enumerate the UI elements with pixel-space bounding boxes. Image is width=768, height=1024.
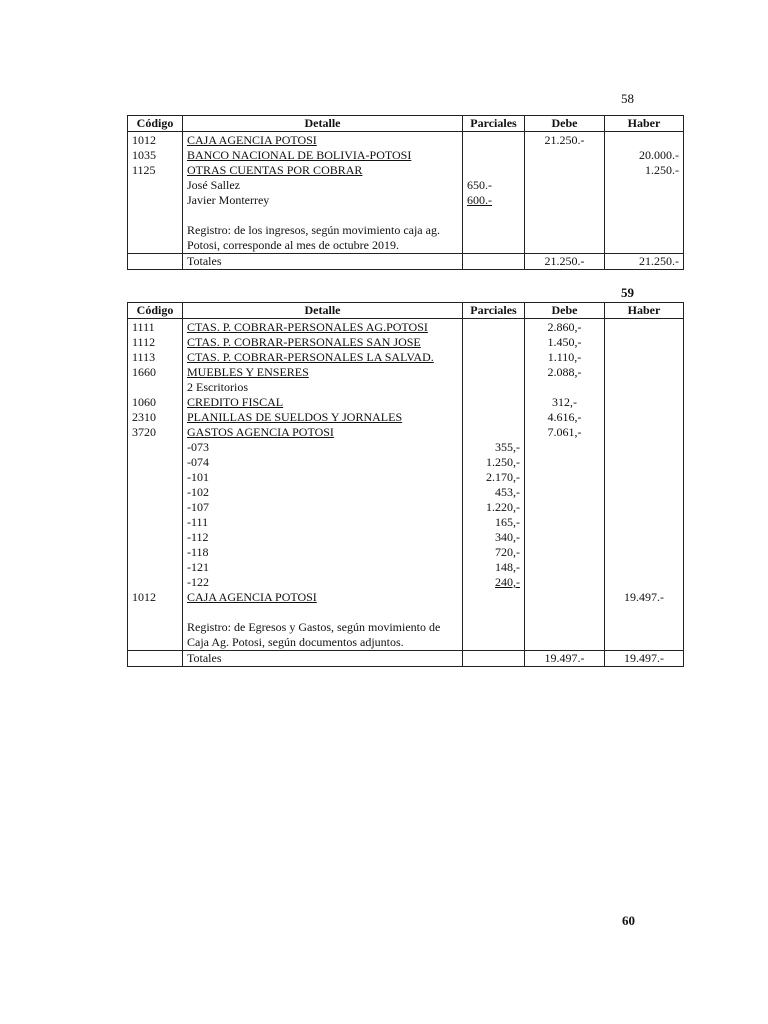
row-debe bbox=[525, 530, 605, 545]
row-parcial bbox=[463, 365, 525, 380]
row-debe bbox=[525, 148, 605, 163]
row-haber bbox=[605, 335, 684, 350]
row-haber bbox=[605, 178, 684, 193]
row-debe bbox=[525, 590, 605, 605]
header-haber: Haber bbox=[605, 116, 684, 132]
header-detalle: Detalle bbox=[183, 116, 463, 132]
row-code bbox=[128, 485, 183, 500]
row-haber bbox=[605, 395, 684, 410]
page-number-58: 58 bbox=[621, 91, 634, 106]
header-parciales: Parciales bbox=[463, 116, 525, 132]
row-parcial: 2.170,- bbox=[463, 470, 525, 485]
page-number-59: 59 bbox=[621, 285, 634, 300]
totals-debe: 19.497.- bbox=[525, 651, 605, 667]
row-debe bbox=[525, 575, 605, 590]
table-row bbox=[128, 515, 684, 530]
row-parcial: 340,- bbox=[463, 530, 525, 545]
row-code bbox=[128, 455, 183, 470]
table-row bbox=[128, 425, 684, 440]
table-row bbox=[128, 590, 684, 605]
row-detail: -121 bbox=[183, 560, 463, 575]
row-debe bbox=[525, 560, 605, 575]
table-row bbox=[128, 410, 684, 425]
row-code bbox=[128, 575, 183, 590]
totals-haber: 19.497.- bbox=[605, 651, 684, 667]
table-row bbox=[128, 132, 684, 149]
row-parcial: 650.- bbox=[463, 178, 525, 193]
row-parcial bbox=[463, 410, 525, 425]
row-debe: 7.061,- bbox=[525, 425, 605, 440]
table-row bbox=[128, 560, 684, 575]
row-code bbox=[128, 500, 183, 515]
table-header bbox=[128, 303, 684, 319]
row-detail: -074 bbox=[183, 455, 463, 470]
row-debe: 312,- bbox=[525, 395, 605, 410]
row-code bbox=[128, 560, 183, 575]
row-code: 2310 bbox=[128, 410, 183, 425]
totals-label: Totales bbox=[183, 651, 463, 667]
row-haber bbox=[605, 485, 684, 500]
row-haber bbox=[605, 470, 684, 485]
row-detail: -107 bbox=[183, 500, 463, 515]
row-haber: 20.000.- bbox=[605, 148, 684, 163]
table-row bbox=[128, 163, 684, 178]
row-parcial: 600.- bbox=[463, 193, 525, 208]
row-code: 1113 bbox=[128, 350, 183, 365]
row-debe bbox=[525, 515, 605, 530]
row-code: 1125 bbox=[128, 163, 183, 178]
row-debe: 1.450,- bbox=[525, 335, 605, 350]
row-haber bbox=[605, 193, 684, 208]
row-code: 1112 bbox=[128, 335, 183, 350]
table-row bbox=[128, 365, 684, 380]
row-haber bbox=[605, 380, 684, 395]
row-debe bbox=[525, 470, 605, 485]
row-debe bbox=[525, 380, 605, 395]
row-haber: 1.250.- bbox=[605, 163, 684, 178]
row-parcial: 240,- bbox=[463, 575, 525, 590]
row-account: MUEBLES Y ENSERES bbox=[183, 365, 463, 380]
row-detail: Javier Monterrey bbox=[183, 193, 463, 208]
row-parcial bbox=[463, 425, 525, 440]
entry-note: Registro: de Egresos y Gastos, según movimiento de Caja Ag. Potosi, según documentos adjuntos. bbox=[183, 620, 463, 651]
row-debe bbox=[525, 193, 605, 208]
table-row bbox=[128, 148, 684, 163]
row-debe: 21.250.- bbox=[525, 132, 605, 149]
row-debe: 2.860,- bbox=[525, 319, 605, 336]
row-account: PLANILLAS DE SUELDOS Y JORNALES bbox=[183, 410, 463, 425]
row-parcial bbox=[463, 380, 525, 395]
row-account: OTRAS CUENTAS POR COBRAR bbox=[183, 163, 463, 178]
row-haber bbox=[605, 440, 684, 455]
row-account: CTAS. P. COBRAR-PERSONALES AG.POTOSI bbox=[183, 319, 463, 336]
table-row bbox=[128, 380, 684, 395]
row-parcial bbox=[463, 590, 525, 605]
entry-note: Registro: de los ingresos, según movimiento caja ag. Potosi, corresponde al mes de octubre 2019. bbox=[183, 223, 463, 254]
row-detail: -118 bbox=[183, 545, 463, 560]
row-parcial: 355,- bbox=[463, 440, 525, 455]
row-haber bbox=[605, 350, 684, 365]
row-parcial bbox=[463, 163, 525, 178]
row-parcial bbox=[463, 319, 525, 336]
row-parcial: 148,- bbox=[463, 560, 525, 575]
row-code: 1111 bbox=[128, 319, 183, 336]
row-detail: -101 bbox=[183, 470, 463, 485]
row-code: 1660 bbox=[128, 365, 183, 380]
table-row bbox=[128, 575, 684, 590]
row-debe: 2.088,- bbox=[525, 365, 605, 380]
row-debe bbox=[525, 485, 605, 500]
row-debe bbox=[525, 545, 605, 560]
row-debe bbox=[525, 455, 605, 470]
row-account: CTAS. P. COBRAR-PERSONALES LA SALVAD. bbox=[183, 350, 463, 365]
journal-entry-59 bbox=[127, 302, 684, 667]
row-account: CAJA AGENCIA POTOSI bbox=[183, 132, 463, 149]
header-haber: Haber bbox=[605, 303, 684, 319]
row-debe bbox=[525, 163, 605, 178]
row-debe bbox=[525, 178, 605, 193]
row-code: 1012 bbox=[128, 132, 183, 149]
row-code bbox=[128, 530, 183, 545]
row-haber bbox=[605, 365, 684, 380]
row-account: CREDITO FISCAL bbox=[183, 395, 463, 410]
row-parcial bbox=[463, 148, 525, 163]
row-haber bbox=[605, 560, 684, 575]
row-account: BANCO NACIONAL DE BOLIVIA-POTOSI bbox=[183, 148, 463, 163]
row-code bbox=[128, 380, 183, 395]
row-detail: -122 bbox=[183, 575, 463, 590]
row-haber bbox=[605, 530, 684, 545]
row-code bbox=[128, 440, 183, 455]
row-haber bbox=[605, 515, 684, 530]
row-detail: 2 Escritorios bbox=[183, 380, 463, 395]
row-code: 3720 bbox=[128, 425, 183, 440]
row-detail: José Sallez bbox=[183, 178, 463, 193]
totals-label: Totales bbox=[183, 254, 463, 270]
header-debe: Debe bbox=[525, 303, 605, 319]
row-parcial bbox=[463, 335, 525, 350]
header-debe: Debe bbox=[525, 116, 605, 132]
totals-debe: 21.250.- bbox=[525, 254, 605, 270]
row-parcial bbox=[463, 395, 525, 410]
row-haber bbox=[605, 410, 684, 425]
table-row bbox=[128, 530, 684, 545]
row-haber bbox=[605, 319, 684, 336]
row-code: 1012 bbox=[128, 590, 183, 605]
table-row bbox=[128, 440, 684, 455]
row-haber bbox=[605, 545, 684, 560]
row-debe: 1.110,- bbox=[525, 350, 605, 365]
journal-entry-58 bbox=[127, 115, 684, 270]
row-haber bbox=[605, 500, 684, 515]
table-row bbox=[128, 500, 684, 515]
table-row-note bbox=[128, 223, 684, 254]
table-row bbox=[128, 395, 684, 410]
row-code bbox=[128, 545, 183, 560]
row-detail: -112 bbox=[183, 530, 463, 545]
row-code bbox=[128, 193, 183, 208]
row-parcial bbox=[463, 350, 525, 365]
table-row bbox=[128, 485, 684, 500]
table-row-blank bbox=[128, 208, 684, 223]
row-parcial: 165,- bbox=[463, 515, 525, 530]
table-row bbox=[128, 335, 684, 350]
table-row-blank bbox=[128, 605, 684, 620]
row-detail: -073 bbox=[183, 440, 463, 455]
row-account: CAJA AGENCIA POTOSI bbox=[183, 590, 463, 605]
row-haber: 19.497.- bbox=[605, 590, 684, 605]
header-detalle: Detalle bbox=[183, 303, 463, 319]
totals-row bbox=[128, 254, 684, 270]
header-parciales: Parciales bbox=[463, 303, 525, 319]
table-row bbox=[128, 470, 684, 485]
table-row bbox=[128, 178, 684, 193]
header-codigo: Código bbox=[128, 116, 183, 132]
row-code bbox=[128, 178, 183, 193]
table-header bbox=[128, 116, 684, 132]
header-codigo: Código bbox=[128, 303, 183, 319]
row-debe bbox=[525, 500, 605, 515]
table-row bbox=[128, 193, 684, 208]
row-detail: -102 bbox=[183, 485, 463, 500]
row-haber bbox=[605, 575, 684, 590]
row-code: 1035 bbox=[128, 148, 183, 163]
row-haber bbox=[605, 132, 684, 149]
row-debe bbox=[525, 440, 605, 455]
row-account: CTAS. P. COBRAR-PERSONALES SAN JOSE bbox=[183, 335, 463, 350]
row-parcial: 1.250,- bbox=[463, 455, 525, 470]
row-parcial: 1.220,- bbox=[463, 500, 525, 515]
row-haber bbox=[605, 455, 684, 470]
row-account: GASTOS AGENCIA POTOSI bbox=[183, 425, 463, 440]
row-parcial bbox=[463, 132, 525, 149]
row-code bbox=[128, 470, 183, 485]
totals-haber: 21.250.- bbox=[605, 254, 684, 270]
table-row bbox=[128, 545, 684, 560]
table-row bbox=[128, 455, 684, 470]
row-haber bbox=[605, 425, 684, 440]
row-parcial: 453,- bbox=[463, 485, 525, 500]
row-detail: -111 bbox=[183, 515, 463, 530]
row-debe: 4.616,- bbox=[525, 410, 605, 425]
totals-row bbox=[128, 651, 684, 667]
row-parcial: 720,- bbox=[463, 545, 525, 560]
table-row-note bbox=[128, 620, 684, 651]
row-code: 1060 bbox=[128, 395, 183, 410]
table-row bbox=[128, 319, 684, 336]
page-number-60: 60 bbox=[622, 913, 635, 928]
row-code bbox=[128, 515, 183, 530]
table-row bbox=[128, 350, 684, 365]
